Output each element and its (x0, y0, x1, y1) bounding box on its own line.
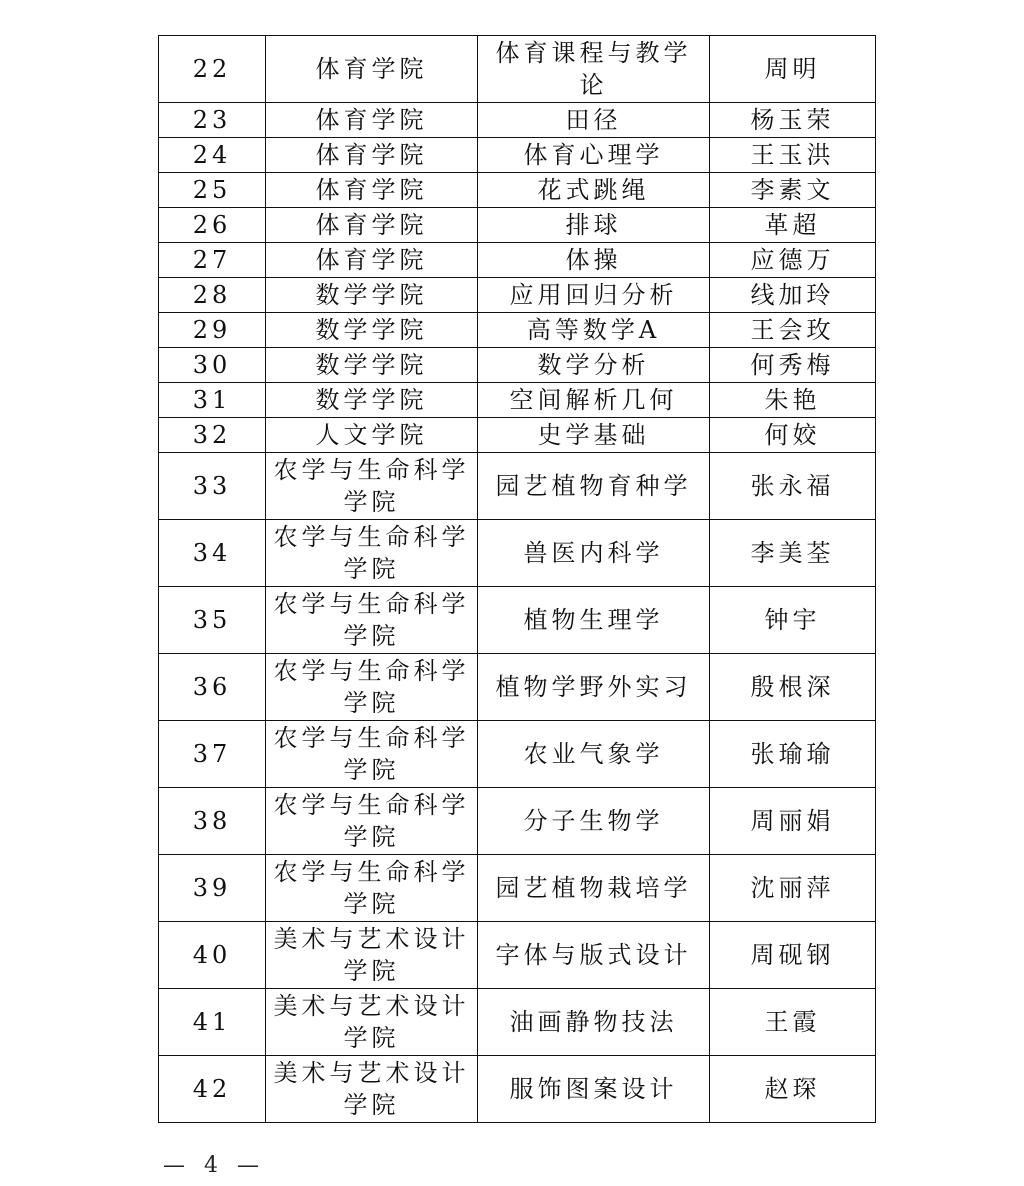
course-cell: 排球 (478, 208, 710, 243)
row-number: 27 (159, 243, 266, 278)
table-row (159, 721, 876, 788)
teacher-cell: 周明 (710, 36, 876, 103)
table-row (159, 520, 876, 587)
college-cell: 农学与生命科学学院 (266, 721, 478, 788)
table-row (159, 103, 876, 138)
teacher-cell: 王玉洪 (710, 138, 876, 173)
teacher-cell: 殷根深 (710, 654, 876, 721)
row-number: 24 (159, 138, 266, 173)
row-number: 37 (159, 721, 266, 788)
row-number: 41 (159, 989, 266, 1056)
course-cell: 分子生物学 (478, 788, 710, 855)
course-cell: 植物学野外实习 (478, 654, 710, 721)
teacher-cell: 钟宇 (710, 587, 876, 654)
table-row (159, 138, 876, 173)
college-cell: 体育学院 (266, 103, 478, 138)
row-number: 30 (159, 348, 266, 383)
table-row (159, 243, 876, 278)
table-row (159, 278, 876, 313)
table-row (159, 313, 876, 348)
table-row (159, 1056, 876, 1123)
college-cell: 数学学院 (266, 313, 478, 348)
row-number: 29 (159, 313, 266, 348)
teacher-cell: 王会玫 (710, 313, 876, 348)
college-cell: 农学与生命科学学院 (266, 453, 478, 520)
course-cell: 体育心理学 (478, 138, 710, 173)
table-row (159, 383, 876, 418)
table-row (159, 453, 876, 520)
college-cell: 农学与生命科学学院 (266, 520, 478, 587)
teacher-cell: 周砚钢 (710, 922, 876, 989)
row-number: 40 (159, 922, 266, 989)
row-number: 33 (159, 453, 266, 520)
table-row (159, 208, 876, 243)
course-cell: 油画静物技法 (478, 989, 710, 1056)
college-cell: 数学学院 (266, 278, 478, 313)
teacher-cell: 杨玉荣 (710, 103, 876, 138)
course-cell: 高等数学A (478, 313, 710, 348)
teacher-cell: 何秀梅 (710, 348, 876, 383)
college-cell: 美术与艺术设计学院 (266, 922, 478, 989)
teacher-cell: 何姣 (710, 418, 876, 453)
teacher-cell: 张永福 (710, 453, 876, 520)
row-number: 25 (159, 173, 266, 208)
college-cell: 农学与生命科学学院 (266, 654, 478, 721)
college-cell: 人文学院 (266, 418, 478, 453)
table-row (159, 348, 876, 383)
course-cell: 花式跳绳 (478, 173, 710, 208)
college-cell: 数学学院 (266, 348, 478, 383)
college-cell: 数学学院 (266, 383, 478, 418)
course-cell: 农业气象学 (478, 721, 710, 788)
row-number: 23 (159, 103, 266, 138)
table-row (159, 788, 876, 855)
teacher-cell: 周丽娟 (710, 788, 876, 855)
college-cell: 体育学院 (266, 138, 478, 173)
course-cell: 兽医内科学 (478, 520, 710, 587)
college-cell: 体育学院 (266, 208, 478, 243)
row-number: 36 (159, 654, 266, 721)
course-cell: 数学分析 (478, 348, 710, 383)
college-cell: 农学与生命科学学院 (266, 855, 478, 922)
row-number: 38 (159, 788, 266, 855)
course-cell: 服饰图案设计 (478, 1056, 710, 1123)
course-list-table (158, 35, 876, 1123)
row-number: 42 (159, 1056, 266, 1123)
college-cell: 体育学院 (266, 243, 478, 278)
teacher-cell: 张瑜瑜 (710, 721, 876, 788)
college-cell: 农学与生命科学学院 (266, 587, 478, 654)
teacher-cell: 赵琛 (710, 1056, 876, 1123)
row-number: 35 (159, 587, 266, 654)
page-number: — 4 — (163, 1153, 265, 1178)
course-cell: 园艺植物栽培学 (478, 855, 710, 922)
course-cell: 字体与版式设计 (478, 922, 710, 989)
teacher-cell: 李素文 (710, 173, 876, 208)
row-number: 28 (159, 278, 266, 313)
row-number: 34 (159, 520, 266, 587)
college-cell: 体育学院 (266, 36, 478, 103)
row-number: 39 (159, 855, 266, 922)
course-cell: 空间解析几何 (478, 383, 710, 418)
course-cell: 园艺植物育种学 (478, 453, 710, 520)
teacher-cell: 朱艳 (710, 383, 876, 418)
row-number: 32 (159, 418, 266, 453)
college-cell: 体育学院 (266, 173, 478, 208)
college-cell: 农学与生命科学学院 (266, 788, 478, 855)
teacher-cell: 沈丽萍 (710, 855, 876, 922)
row-number: 26 (159, 208, 266, 243)
table-row (159, 989, 876, 1056)
college-cell: 美术与艺术设计学院 (266, 1056, 478, 1123)
college-cell: 美术与艺术设计学院 (266, 989, 478, 1056)
table-row (159, 922, 876, 989)
teacher-cell: 线加玲 (710, 278, 876, 313)
course-cell: 植物生理学 (478, 587, 710, 654)
course-cell: 田径 (478, 103, 710, 138)
teacher-cell: 李美荃 (710, 520, 876, 587)
table-row (159, 173, 876, 208)
teacher-cell: 革超 (710, 208, 876, 243)
row-number: 22 (159, 36, 266, 103)
teacher-cell: 王霞 (710, 989, 876, 1056)
table-row (159, 587, 876, 654)
table-row (159, 855, 876, 922)
course-cell: 史学基础 (478, 418, 710, 453)
course-cell: 应用回归分析 (478, 278, 710, 313)
course-cell: 体操 (478, 243, 710, 278)
teacher-cell: 应德万 (710, 243, 876, 278)
course-cell: 体育课程与教学论 (478, 36, 710, 103)
table-row (159, 418, 876, 453)
table-row (159, 36, 876, 103)
row-number: 31 (159, 383, 266, 418)
table-row (159, 654, 876, 721)
